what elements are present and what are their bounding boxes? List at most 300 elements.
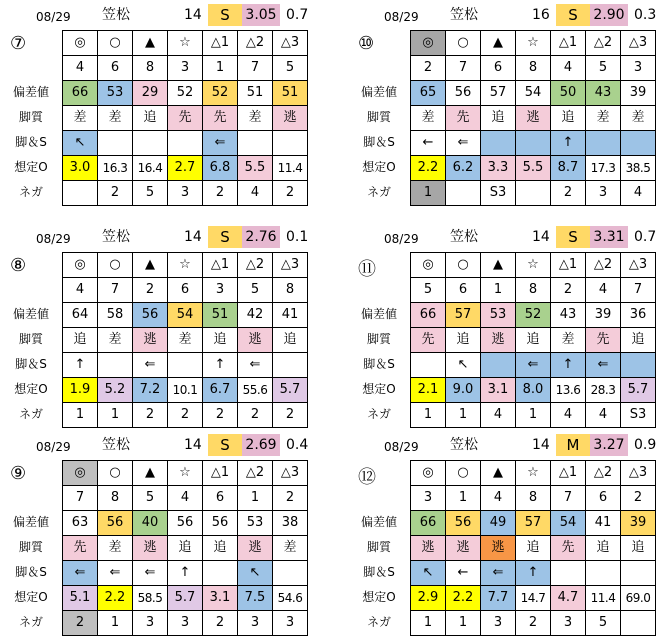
- horse-number-row: [63, 486, 308, 511]
- table-cell: 56: [133, 303, 168, 328]
- table-cell: 追: [481, 106, 516, 131]
- table-cell: △2: [238, 253, 273, 278]
- table-cell: ▲: [133, 461, 168, 486]
- table-cell: 逃: [446, 536, 481, 561]
- running-style-row: [63, 106, 308, 131]
- table-cell: 2: [273, 403, 308, 428]
- table-cell: △2: [586, 461, 621, 486]
- row-label: 脚＆S: [363, 565, 395, 579]
- table-cell: ▲: [133, 253, 168, 278]
- field-size: 14: [184, 229, 202, 245]
- table-cell: ○: [446, 461, 481, 486]
- expected-odds-row: [63, 378, 308, 403]
- leg-speed-row: [411, 353, 656, 378]
- race-panel: [0, 0, 322, 208]
- race-header: [348, 222, 670, 250]
- table-cell: 2: [98, 181, 133, 206]
- table-cell: 9.0: [446, 378, 481, 403]
- table-cell: 56: [168, 511, 203, 536]
- table-cell: 39: [621, 511, 656, 536]
- table-cell: 2: [133, 278, 168, 303]
- table-cell: 39: [586, 303, 621, 328]
- table-cell: 2: [273, 486, 308, 511]
- prediction-table: [62, 252, 308, 428]
- table-cell: 追: [133, 106, 168, 131]
- deviation-row: [411, 303, 656, 328]
- deviation-row: [411, 511, 656, 536]
- table-cell: 追: [516, 536, 551, 561]
- table-cell: 1: [481, 278, 516, 303]
- table-cell: 4: [621, 181, 656, 206]
- table-cell: 2: [203, 611, 238, 636]
- margin-value: 0.7: [634, 229, 657, 245]
- table-cell: [621, 561, 656, 586]
- table-cell: 1: [516, 403, 551, 428]
- race-header: [0, 430, 322, 458]
- table-cell: ↑: [551, 131, 586, 156]
- table-cell: [203, 561, 238, 586]
- table-cell: S3: [481, 181, 516, 206]
- table-cell: △3: [273, 253, 308, 278]
- table-cell: 54: [551, 511, 586, 536]
- table-cell: 5.5: [238, 156, 273, 181]
- table-cell: 2: [203, 403, 238, 428]
- row-labels: [0, 80, 62, 205]
- deviation-row: [63, 81, 308, 106]
- table-cell: ☆: [168, 253, 203, 278]
- table-cell: 2: [516, 611, 551, 636]
- race-header: [348, 0, 670, 28]
- table-cell: 8: [133, 56, 168, 81]
- table-cell: [516, 181, 551, 206]
- race-panel: [0, 430, 322, 638]
- prediction-table: [410, 252, 656, 428]
- row-label: ネガ: [366, 407, 391, 421]
- expected-odds-row: [411, 156, 656, 181]
- table-cell: 69.0: [621, 586, 656, 611]
- table-cell: 1: [411, 403, 446, 428]
- table-cell: [168, 353, 203, 378]
- table-cell: 43: [586, 81, 621, 106]
- table-cell: ▲: [133, 31, 168, 56]
- table-cell: ⇐: [133, 353, 168, 378]
- table-cell: 8: [516, 278, 551, 303]
- table-cell: [98, 131, 133, 156]
- table-cell: 51: [203, 303, 238, 328]
- row-label: ネガ: [366, 615, 391, 629]
- row-label: 偏差値: [360, 515, 397, 529]
- table-cell: △1: [203, 253, 238, 278]
- row-label: 脚質: [18, 332, 43, 346]
- table-cell: 先: [168, 106, 203, 131]
- table-cell: 66: [411, 303, 446, 328]
- race-panel: [348, 0, 670, 208]
- table-cell: △2: [238, 461, 273, 486]
- race-header: [348, 430, 670, 458]
- table-cell: [273, 353, 308, 378]
- table-cell: 2: [133, 403, 168, 428]
- table-cell: 36: [621, 303, 656, 328]
- table-cell: 1: [98, 403, 133, 428]
- race-date: 08/29: [384, 10, 419, 24]
- table-cell: 1: [203, 56, 238, 81]
- table-cell: 6: [98, 56, 133, 81]
- table-cell: 54: [168, 303, 203, 328]
- table-cell: 先: [586, 328, 621, 353]
- surface-badge: S: [208, 226, 242, 248]
- table-cell: ⇐: [238, 353, 273, 378]
- table-cell: ⇐: [203, 131, 238, 156]
- horse-number-row: [411, 56, 656, 81]
- table-cell: 8.7: [551, 156, 586, 181]
- table-cell: 2: [273, 181, 308, 206]
- row-labels: [348, 302, 410, 427]
- row-label: 偏差値: [360, 307, 397, 321]
- table-cell: ↑: [203, 353, 238, 378]
- table-cell: △1: [203, 31, 238, 56]
- mark-row: [63, 253, 308, 278]
- margin-value: 0.4: [286, 437, 309, 453]
- prediction-table: [62, 460, 308, 636]
- table-cell: △1: [551, 31, 586, 56]
- table-cell: 7: [551, 486, 586, 511]
- table-cell: ▲: [481, 253, 516, 278]
- table-cell: 5.1: [63, 586, 98, 611]
- running-style-row: [411, 536, 656, 561]
- table-cell: △1: [203, 461, 238, 486]
- row-label: ネガ: [366, 185, 391, 199]
- horse-number-row: [411, 278, 656, 303]
- table-cell: 5: [586, 56, 621, 81]
- table-cell: 差: [63, 106, 98, 131]
- table-cell: 7: [63, 486, 98, 511]
- deviation-row: [63, 303, 308, 328]
- table-cell: 逃: [238, 536, 273, 561]
- table-cell: 2: [621, 486, 656, 511]
- table-cell: 1: [446, 403, 481, 428]
- row-label: 偏差値: [12, 307, 49, 321]
- table-cell: 41: [273, 303, 308, 328]
- table-cell: 57: [481, 81, 516, 106]
- table-cell: 差: [238, 106, 273, 131]
- table-cell: 4: [63, 56, 98, 81]
- table-cell: 5: [133, 486, 168, 511]
- row-label: 脚＆S: [363, 357, 395, 371]
- expected-odds-row: [411, 378, 656, 403]
- table-cell: 51: [238, 81, 273, 106]
- row-label: 偏差値: [12, 85, 49, 99]
- row-label: 想定O: [14, 382, 48, 396]
- table-cell: ○: [446, 253, 481, 278]
- table-cell: ⇐: [133, 561, 168, 586]
- table-cell: 8: [516, 56, 551, 81]
- table-cell: ◎: [63, 461, 98, 486]
- table-cell: 先: [203, 106, 238, 131]
- horse-number-row: [63, 278, 308, 303]
- mark-row: [411, 253, 656, 278]
- mark-row: [63, 31, 308, 56]
- table-cell: ⇐: [481, 561, 516, 586]
- row-label: 想定O: [362, 590, 396, 604]
- table-cell: 先: [446, 106, 481, 131]
- table-cell: 53: [98, 81, 133, 106]
- table-cell: ↑: [516, 561, 551, 586]
- table-cell: [586, 561, 621, 586]
- table-cell: 追: [203, 328, 238, 353]
- race-number: ⑧: [10, 255, 27, 276]
- table-cell: 3: [273, 611, 308, 636]
- row-label: ネガ: [18, 615, 43, 629]
- table-cell: 3: [168, 611, 203, 636]
- row-labels: [0, 510, 62, 635]
- race-number: ⑪: [358, 259, 376, 280]
- table-cell: 38.5: [621, 156, 656, 181]
- table-cell: 3: [238, 611, 273, 636]
- table-cell: 5.7: [621, 378, 656, 403]
- table-cell: [621, 353, 656, 378]
- table-cell: 52: [516, 303, 551, 328]
- race-panel: [348, 222, 670, 430]
- row-label: 脚＆S: [15, 565, 47, 579]
- field-size: 14: [532, 437, 550, 453]
- table-cell: 53: [481, 303, 516, 328]
- table-cell: ⇐: [516, 353, 551, 378]
- race-number: ⑨: [10, 463, 27, 484]
- negative-row: [63, 403, 308, 428]
- table-cell: 5: [238, 278, 273, 303]
- table-cell: 先: [411, 328, 446, 353]
- table-cell: 57: [516, 511, 551, 536]
- deviation-row: [411, 81, 656, 106]
- table-cell: 41: [586, 511, 621, 536]
- table-cell: 57: [446, 303, 481, 328]
- table-cell: 49: [481, 511, 516, 536]
- table-cell: 逃: [133, 536, 168, 561]
- table-cell: 追: [203, 536, 238, 561]
- table-cell: 逃: [516, 106, 551, 131]
- table-cell: 追: [586, 536, 621, 561]
- surface-badge: S: [556, 226, 590, 248]
- table-cell: 先: [63, 536, 98, 561]
- race-panel: [0, 222, 322, 430]
- horse-number-row: [411, 486, 656, 511]
- table-cell: 56: [203, 511, 238, 536]
- table-cell: 29: [133, 81, 168, 106]
- table-cell: 3.0: [63, 156, 98, 181]
- row-label: 脚質: [366, 110, 391, 124]
- table-cell: 16.4: [133, 156, 168, 181]
- table-cell: 64: [63, 303, 98, 328]
- table-cell: △3: [273, 31, 308, 56]
- table-cell: 5: [273, 56, 308, 81]
- table-cell: 8: [273, 278, 308, 303]
- table-cell: ◎: [411, 461, 446, 486]
- table-cell: △1: [551, 253, 586, 278]
- margin-value: 0.7: [286, 7, 309, 23]
- race-course: 笠松: [102, 229, 130, 245]
- table-cell: 53: [238, 511, 273, 536]
- table-cell: 28.3: [586, 378, 621, 403]
- table-cell: [273, 131, 308, 156]
- table-cell: 16.3: [98, 156, 133, 181]
- table-cell: 3: [621, 56, 656, 81]
- table-cell: ◎: [63, 31, 98, 56]
- ratio-badge: 3.05: [242, 4, 280, 26]
- table-cell: 39: [621, 81, 656, 106]
- race-date: 08/29: [36, 10, 71, 24]
- table-cell: 2: [203, 181, 238, 206]
- table-cell: [481, 353, 516, 378]
- table-cell: 2: [63, 611, 98, 636]
- horse-number-row: [63, 56, 308, 81]
- table-cell: 逃: [133, 328, 168, 353]
- race-date: 08/29: [384, 232, 419, 246]
- table-cell: 8.0: [516, 378, 551, 403]
- table-cell: 逃: [273, 106, 308, 131]
- table-cell: 差: [586, 106, 621, 131]
- table-cell: 追: [63, 328, 98, 353]
- row-labels: [348, 80, 410, 205]
- ratio-badge: 3.27: [590, 434, 628, 456]
- table-cell: 17.3: [586, 156, 621, 181]
- table-cell: ◎: [411, 253, 446, 278]
- table-cell: ☆: [516, 253, 551, 278]
- ratio-badge: 3.31: [590, 226, 628, 248]
- negative-row: [63, 181, 308, 206]
- table-cell: 8: [516, 486, 551, 511]
- table-cell: ☆: [168, 461, 203, 486]
- table-cell: 追: [621, 328, 656, 353]
- table-cell: [168, 131, 203, 156]
- table-cell: ☆: [168, 31, 203, 56]
- table-cell: 54: [516, 81, 551, 106]
- table-cell: 1: [411, 181, 446, 206]
- row-label: 想定O: [362, 160, 396, 174]
- table-cell: 5: [133, 181, 168, 206]
- table-cell: 58: [98, 303, 133, 328]
- row-label: 脚＆S: [15, 357, 47, 371]
- table-cell: ○: [98, 461, 133, 486]
- table-cell: 逃: [481, 328, 516, 353]
- table-cell: ⇐: [63, 561, 98, 586]
- table-cell: 追: [621, 536, 656, 561]
- table-cell: [481, 131, 516, 156]
- table-cell: △2: [586, 253, 621, 278]
- table-cell: 63: [63, 511, 98, 536]
- table-cell: [446, 181, 481, 206]
- mark-row: [411, 461, 656, 486]
- table-cell: 2.2: [98, 586, 133, 611]
- table-cell: ←: [411, 131, 446, 156]
- table-cell: 14.7: [516, 586, 551, 611]
- table-cell: 6.2: [446, 156, 481, 181]
- deviation-row: [63, 511, 308, 536]
- expected-odds-row: [63, 156, 308, 181]
- table-cell: 4: [481, 403, 516, 428]
- race-date: 08/29: [384, 440, 419, 454]
- race-date: 08/29: [36, 440, 71, 454]
- leg-speed-row: [411, 131, 656, 156]
- table-cell: 56: [446, 511, 481, 536]
- table-cell: 1: [411, 611, 446, 636]
- table-cell: ⇐: [446, 131, 481, 156]
- prediction-table: [62, 30, 308, 206]
- table-cell: [238, 131, 273, 156]
- table-cell: 8: [98, 486, 133, 511]
- margin-value: 0.3: [634, 7, 657, 23]
- table-cell: 2: [551, 181, 586, 206]
- race-course: 笠松: [102, 437, 130, 453]
- table-cell: 2.1: [411, 378, 446, 403]
- race-number: ⑫: [358, 467, 376, 488]
- table-cell: 2: [168, 403, 203, 428]
- table-cell: 40: [133, 511, 168, 536]
- table-cell: 追: [551, 106, 586, 131]
- ratio-badge: 2.69: [242, 434, 280, 456]
- table-cell: [551, 561, 586, 586]
- table-cell: 7: [621, 278, 656, 303]
- table-cell: [621, 131, 656, 156]
- table-cell: 2: [411, 56, 446, 81]
- table-cell: 5.7: [273, 378, 308, 403]
- table-cell: 6.7: [203, 378, 238, 403]
- table-cell: 6.8: [203, 156, 238, 181]
- leg-speed-row: [63, 353, 308, 378]
- race-course: 笠松: [450, 437, 478, 453]
- table-cell: △1: [551, 461, 586, 486]
- table-cell: 4: [551, 56, 586, 81]
- table-cell: 1: [446, 611, 481, 636]
- table-cell: [411, 353, 446, 378]
- table-cell: 1: [446, 486, 481, 511]
- table-cell: 7: [446, 56, 481, 81]
- table-cell: 7.5: [238, 586, 273, 611]
- table-cell: 5: [411, 278, 446, 303]
- table-cell: △3: [621, 253, 656, 278]
- table-cell: 51: [273, 81, 308, 106]
- table-cell: 65: [411, 81, 446, 106]
- table-cell: 2.2: [411, 156, 446, 181]
- table-cell: ↖: [63, 131, 98, 156]
- table-cell: 11.4: [273, 156, 308, 181]
- running-style-row: [411, 328, 656, 353]
- table-cell: ○: [98, 31, 133, 56]
- table-cell: 4: [481, 486, 516, 511]
- race-course: 笠松: [102, 7, 130, 23]
- table-cell: 11.4: [586, 586, 621, 611]
- leg-speed-row: [411, 561, 656, 586]
- leg-speed-row: [63, 561, 308, 586]
- table-cell: 1: [238, 486, 273, 511]
- table-cell: 42: [238, 303, 273, 328]
- table-cell: 54.6: [273, 586, 308, 611]
- table-cell: △3: [621, 31, 656, 56]
- table-cell: 4.7: [551, 586, 586, 611]
- row-label: 脚質: [18, 540, 43, 554]
- table-cell: 4: [551, 403, 586, 428]
- row-label: ネガ: [18, 185, 43, 199]
- prediction-table: [410, 30, 656, 206]
- table-cell: 差: [98, 536, 133, 561]
- table-cell: S3: [621, 403, 656, 428]
- table-cell: 差: [411, 106, 446, 131]
- mark-row: [411, 31, 656, 56]
- mark-row: [63, 461, 308, 486]
- table-cell: △2: [586, 31, 621, 56]
- table-cell: ▲: [481, 31, 516, 56]
- table-cell: 43: [551, 303, 586, 328]
- table-cell: ◎: [411, 31, 446, 56]
